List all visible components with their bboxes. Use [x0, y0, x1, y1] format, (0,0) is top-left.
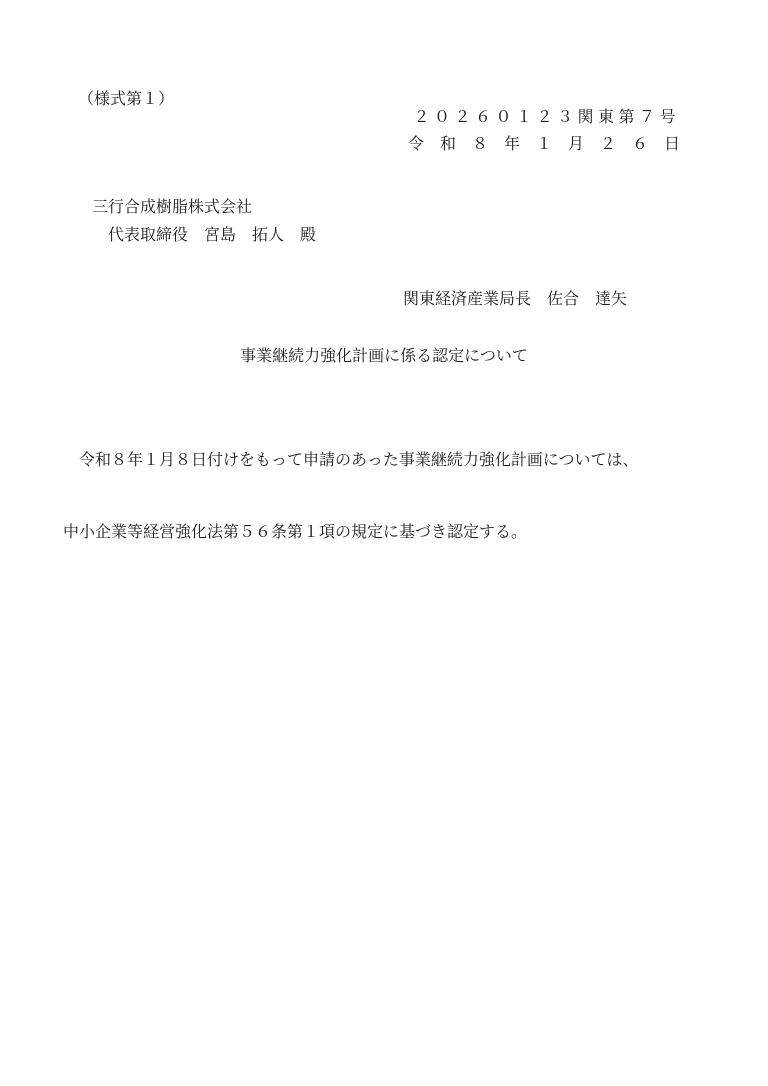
- issue-date: 令 和 ８ 年 １ 月 ２ ６ 日: [407, 136, 680, 153]
- form-note: （様式第１）: [78, 91, 175, 108]
- body-paragraph: [63, 401, 723, 593]
- body-line: 令和８年１月８日付けをもって申請のあった事業継続力強化計画については、: [63, 452, 639, 469]
- recipient-company-name: 三行合成樹脂株式会社: [92, 199, 253, 216]
- document-title: 事業継続力強化計画に係る認定について: [240, 348, 528, 365]
- recipient-representative-name: 代表取締役 宮島 拓人 殿: [108, 227, 317, 244]
- sender-name: 関東経済産業局長 佐合 達矢: [403, 291, 628, 308]
- document-number: ２０２６０１２３関東第７号: [413, 109, 680, 126]
- body-line: 中小企業等経営強化法第５６条第１項の規定に基づき認定する。: [63, 524, 528, 541]
